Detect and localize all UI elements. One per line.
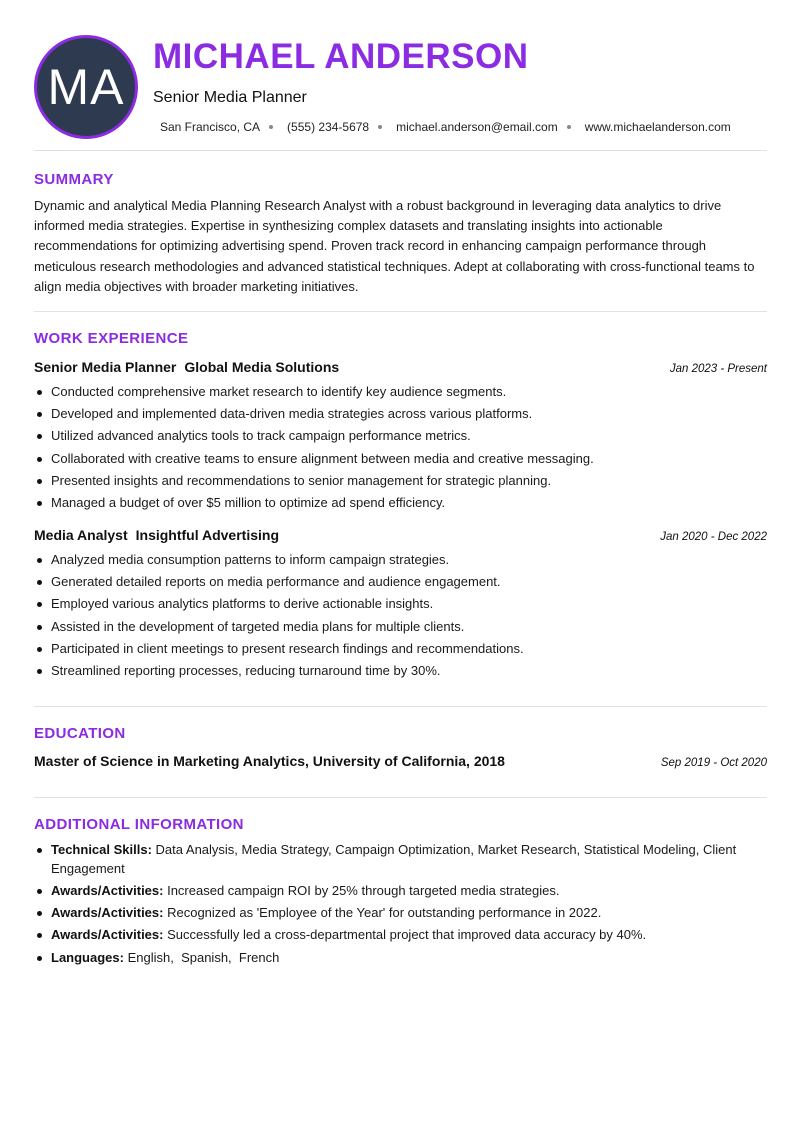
list-item: Streamlined reporting processes, reducing turnaround time by 30%. bbox=[34, 660, 769, 682]
item-label: Awards/Activities: bbox=[51, 904, 164, 920]
avatar-initials: MA bbox=[47, 59, 125, 115]
candidate-name: MICHAEL ANDERSON bbox=[153, 37, 529, 76]
list-item bbox=[34, 841, 769, 878]
list-item: Managed a budget of over $5 million to optimize ad spend efficiency. bbox=[34, 492, 769, 514]
job-title bbox=[34, 527, 279, 543]
contact-location: San Francisco, CA bbox=[160, 120, 261, 134]
list-item bbox=[34, 949, 769, 968]
contact-website[interactable]: www.michaelanderson.com bbox=[584, 120, 731, 134]
additional-heading: ADDITIONAL INFORMATION bbox=[34, 816, 244, 833]
item-text: Increased campaign ROI by 25% through targeted media strategies. bbox=[167, 882, 560, 898]
additional-list bbox=[34, 841, 769, 971]
separator-dot bbox=[269, 125, 273, 129]
separator-dot bbox=[378, 125, 382, 129]
contact-phone: (555) 234-5678 bbox=[287, 120, 370, 134]
education-heading: EDUCATION bbox=[34, 725, 126, 742]
item-text: Data Analysis, Media Strategy, Campaign Optimization, Market Research, Statistical Modeling, Client Engagement bbox=[51, 842, 737, 876]
summary-text: Dynamic and analytical Media Planning Research Analyst with a robust background in leveraging data analytics to drive informed media strategies. Expertise in synthesizing complex datasets and translating insights into actionable recommendations for optimizing advertising spend. Proven track record in enhancing campaign performance through meticulous research methodologies and advanced statistical techniques. Adept at collaborating with cross-functional teams to align media objectives with broader marketing initiatives. bbox=[34, 198, 755, 294]
item-text: English, Spanish, French bbox=[127, 949, 280, 965]
list-item: Generated detailed reports on media performance and audience engagement. bbox=[34, 571, 769, 593]
list-item: Employed various analytics platforms to derive actionable insights. bbox=[34, 593, 769, 615]
list-item bbox=[34, 882, 769, 901]
separator-dot bbox=[567, 125, 571, 129]
list-item: Utilized advanced analytics tools to track campaign performance metrics. bbox=[34, 425, 769, 447]
list-item: Collaborated with creative teams to ensure alignment between media and creative messaging. bbox=[34, 448, 769, 470]
item-label: Awards/Activities: bbox=[51, 927, 164, 943]
divider bbox=[34, 706, 767, 707]
candidate-role: Senior Media Planner bbox=[153, 89, 307, 106]
divider bbox=[34, 311, 767, 312]
divider bbox=[34, 150, 767, 151]
list-item bbox=[34, 926, 769, 945]
contact-line bbox=[160, 120, 731, 134]
list-item: Assisted in the development of targeted media plans for multiple clients. bbox=[34, 616, 769, 638]
education-degree: Master of Science in Marketing Analytics, University of California, 2018 bbox=[34, 753, 505, 769]
job-header bbox=[34, 359, 767, 375]
item-label: Languages: bbox=[51, 949, 124, 965]
job-position: Senior Media Planner bbox=[34, 359, 177, 375]
contact-email[interactable]: michael.anderson@email.com bbox=[396, 120, 558, 134]
education-entry bbox=[34, 753, 767, 769]
divider bbox=[34, 797, 767, 798]
job-dates: Jan 2023 - Present bbox=[669, 363, 767, 375]
job-bullets bbox=[34, 381, 769, 514]
list-item bbox=[34, 904, 769, 923]
list-item: Conducted comprehensive market research to identify key audience segments. bbox=[34, 381, 769, 403]
list-item: Analyzed media consumption patterns to inform campaign strategies. bbox=[34, 549, 769, 571]
job-header bbox=[34, 527, 767, 543]
experience-heading: WORK EXPERIENCE bbox=[34, 330, 189, 347]
list-item: Developed and implemented data-driven media strategies across various platforms. bbox=[34, 403, 769, 425]
job-position: Media Analyst bbox=[34, 527, 128, 543]
summary-heading: SUMMARY bbox=[34, 171, 114, 188]
education-dates: Sep 2019 - Oct 2020 bbox=[660, 757, 767, 769]
item-label: Technical Skills: bbox=[51, 842, 152, 857]
item-label: Awards/Activities: bbox=[51, 882, 164, 898]
item-text: Recognized as 'Employee of the Year' for outstanding performance in 2022. bbox=[167, 904, 602, 920]
job-bullets bbox=[34, 549, 769, 682]
list-item: Participated in client meetings to present research findings and recommendations. bbox=[34, 638, 769, 660]
item-text: Successfully led a cross-departmental project that improved data accuracy by 40%. bbox=[167, 927, 647, 943]
avatar bbox=[34, 35, 138, 139]
list-item: Presented insights and recommendations to senior management for strategic planning. bbox=[34, 470, 769, 492]
job-dates: Jan 2020 - Dec 2022 bbox=[660, 531, 767, 543]
job-title bbox=[34, 359, 339, 375]
job-company: Insightful Advertising bbox=[135, 527, 279, 543]
job-company: Global Media Solutions bbox=[184, 359, 340, 375]
